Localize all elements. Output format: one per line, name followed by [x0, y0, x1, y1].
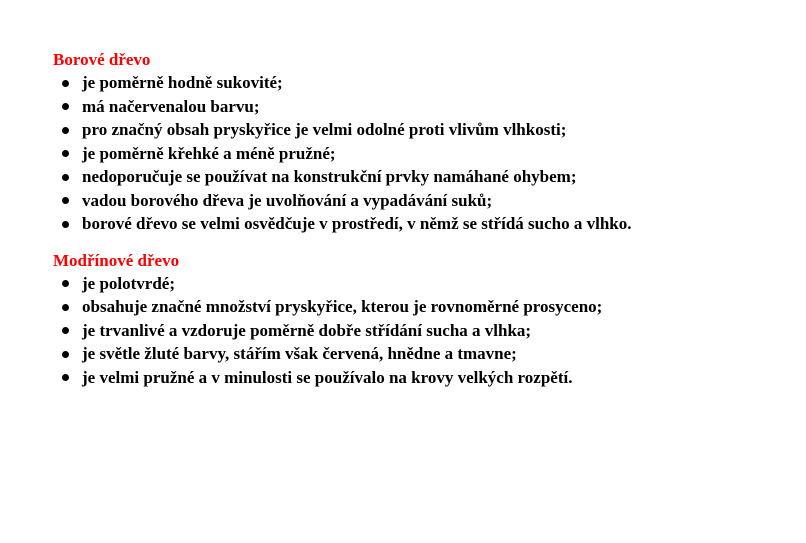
- list-item: [53, 95, 793, 119]
- list-item: [53, 118, 793, 142]
- list-item-text: obsahuje značné množství pryskyřice, kterou je rovnoměrné prosyceno;: [82, 297, 603, 316]
- list-item: [53, 366, 793, 390]
- list-item: [53, 295, 793, 319]
- bullet-icon: [62, 174, 69, 181]
- list-item-text: vadou borového dřeva je uvolňování a vypadávání suků;: [82, 190, 493, 210]
- list-item: [53, 165, 793, 189]
- bullet-icon: [62, 150, 69, 157]
- bullet-icon: [62, 80, 69, 87]
- list-item: [53, 319, 793, 343]
- list-item-text: borové dřevo se velmi osvědčuje v prostředí, v němž se střídá sucho a vlhko.: [82, 214, 632, 233]
- bullet-icon: [62, 374, 69, 381]
- bullet-icon: [62, 103, 69, 110]
- list-item: [53, 272, 793, 296]
- bullet-list: [53, 71, 793, 236]
- list-item-text: je poměrně křehké a méně pružné;: [82, 143, 336, 163]
- list-item: [53, 212, 793, 236]
- bullet-icon: [62, 304, 69, 311]
- section-title: Modřínové dřevo: [53, 250, 180, 270]
- bullet-icon: [62, 197, 69, 204]
- document-content: [53, 49, 793, 403]
- list-item-text: má načervenalou barvu;: [82, 96, 260, 116]
- list-item-text: nedoporučuje se používat na konstrukční prvky namáhané ohybem;: [82, 167, 577, 186]
- list-item-text: je trvanlivé a vzdoruje poměrně dobře střídání sucha a vlhka;: [82, 320, 532, 340]
- bullet-icon: [62, 127, 69, 134]
- list-item-text: je poměrně hodně sukovité;: [82, 73, 283, 92]
- section-borove-drevo: [53, 49, 793, 236]
- section-modrinove-drevo: [53, 250, 793, 390]
- bullet-icon: [62, 221, 69, 228]
- list-item: [53, 189, 793, 213]
- bullet-icon: [62, 327, 69, 334]
- bullet-icon: [62, 351, 69, 358]
- list-item-text: je velmi pružné a v minulosti se používalo na krovy velkých rozpětí.: [82, 367, 573, 387]
- bullet-icon: [62, 280, 69, 287]
- bullet-list: [53, 272, 793, 390]
- list-item-text: je světle žluté barvy, stářím však červená, hnědne a tmavne;: [82, 344, 517, 363]
- section-title: Borové dřevo: [53, 50, 151, 69]
- list-item-text: je polotvrdé;: [82, 273, 176, 293]
- list-item-text: pro značný obsah pryskyřice je velmi odolné proti vlivům vlhkosti;: [82, 120, 567, 139]
- list-item: [53, 71, 793, 95]
- list-item: [53, 342, 793, 366]
- list-item: [53, 142, 793, 166]
